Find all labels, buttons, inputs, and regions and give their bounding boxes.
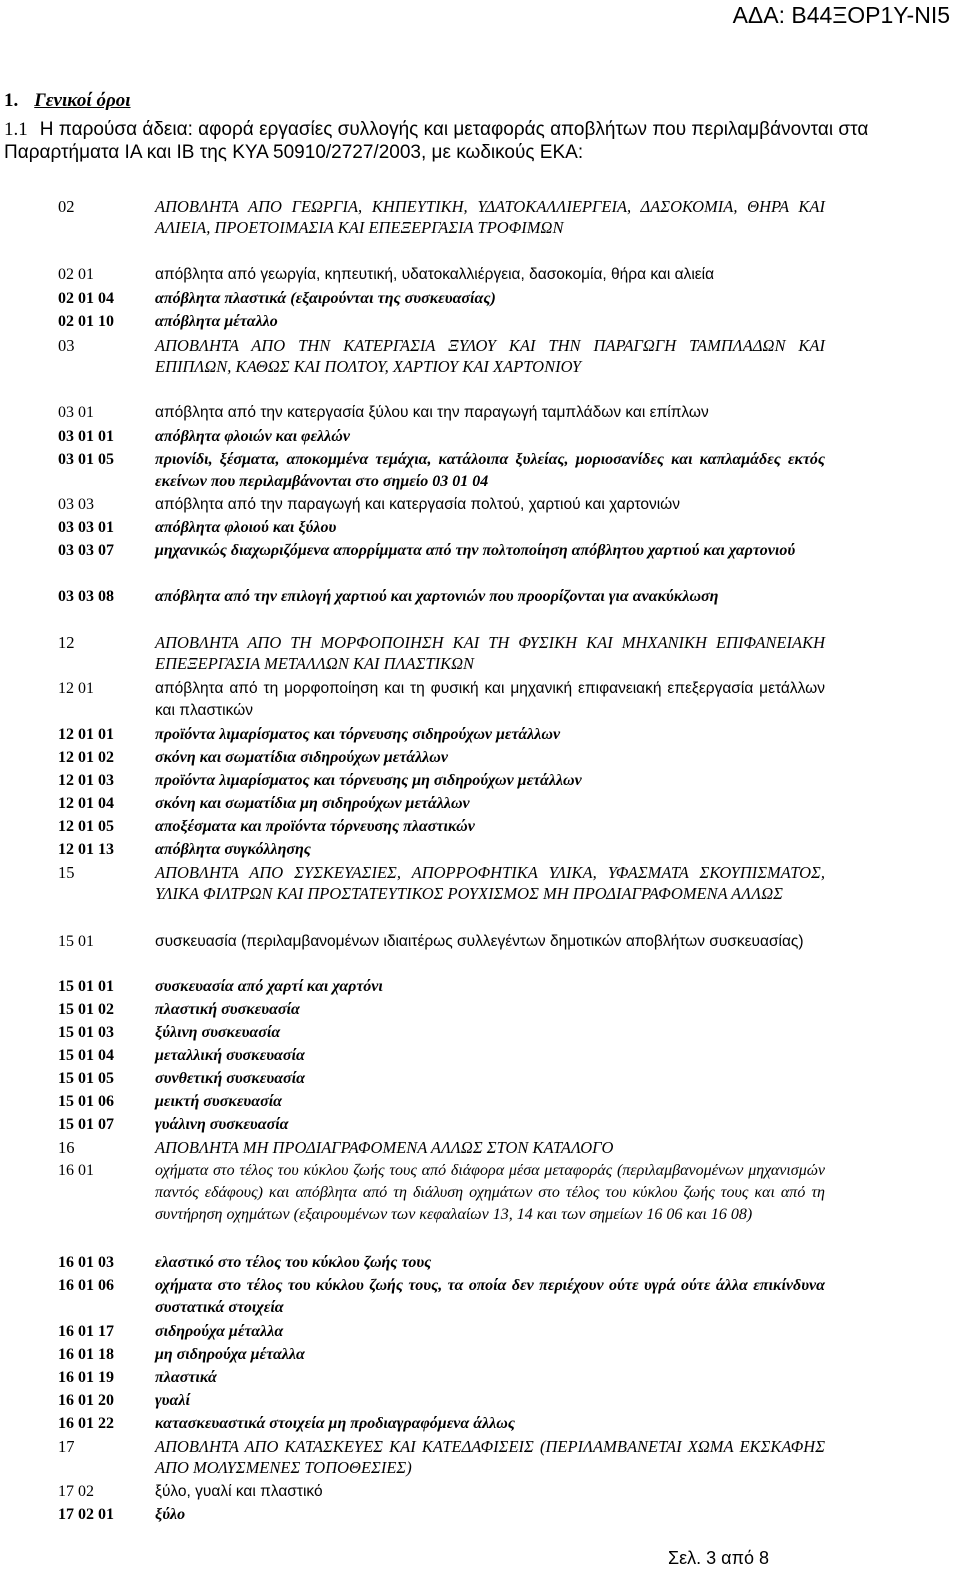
ewc-description: απόβλητα συγκόλλησης <box>155 841 311 858</box>
ewc-code: 16 <box>58 1138 75 1157</box>
ewc-description: προϊόντα λιμαρίσματος και τόρνευσης σιδηρούχων μετάλλων <box>155 726 561 743</box>
section-number: 1. <box>4 90 19 111</box>
ewc-description: μηχανικώς διαχωριζόμενα απορρίμματα από την πολτοποίηση απόβλητου χαρτιού και χαρτονιού <box>155 542 796 559</box>
ewc-description: πλαστικά <box>155 1369 217 1386</box>
ewc-code: 15 01 02 <box>58 1001 114 1018</box>
ewc-code: 03 <box>58 336 75 355</box>
page-number: Σελ. 3 από 8 <box>668 1548 770 1568</box>
ewc-description: απόβλητα φλοιού και ξύλου <box>155 519 337 536</box>
ewc-code: 12 01 03 <box>58 772 114 789</box>
ewc-description: ξύλο, γυαλί και πλαστικό <box>155 1483 323 1500</box>
ewc-description: κατασκευαστικά στοιχεία μη προδιαγραφόμενα άλλως <box>155 1415 515 1432</box>
ewc-code: 03 03 07 <box>58 542 114 559</box>
section-heading <box>4 90 131 112</box>
ewc-code: 15 01 <box>58 933 94 950</box>
ewc-code: 02 <box>58 197 75 216</box>
ewc-description: απόβλητα από την παραγωγή και κατεργασία πολτού, χαρτιού και χαρτονιών <box>155 496 681 513</box>
ewc-code: 15 01 04 <box>58 1047 114 1064</box>
ewc-code: 03 01 01 <box>58 428 114 445</box>
ewc-code: 15 01 03 <box>58 1024 114 1041</box>
ewc-description: συσκευασία (περιλαμβανομένων ιδιαιτέρως συλλεγέντων δημοτικών αποβλήτων συσκευασίας) <box>155 933 804 950</box>
ewc-description: ΑΠΟΒΛΗΤΑ ΑΠΟ ΚΑΤΑΣΚΕΥΕΣ ΚΑΙ ΚΑΤΕΔΑΦΙΣΕΙΣ (ΠΕΡΙΛΑΜΒΑΝΕΤΑΙ ΧΩΜΑ ΕΚΣΚΑΦΗΣ ΑΠΟ ΜΟΛΥΣΜΕΝΕΣ ΤΟΠΟΘΕΣΙΕΣ) <box>155 1437 825 1477</box>
ewc-description: ξύλινη συσκευασία <box>155 1024 281 1041</box>
ewc-code: 16 01 20 <box>58 1392 114 1409</box>
ewc-code: 03 01 <box>58 404 94 421</box>
ewc-code: 15 01 07 <box>58 1116 114 1133</box>
ewc-description: αποξέσματα και προϊόντα τόρνευσης πλαστικών <box>155 818 475 835</box>
ewc-code: 16 01 17 <box>58 1323 114 1340</box>
ada-identifier: ΑΔΑ: Β44ΞΟΡ1Υ-ΝΙ5 <box>732 2 950 28</box>
ewc-code: 16 01 18 <box>58 1346 114 1363</box>
ewc-description: συνθετική συσκευασία <box>155 1070 305 1087</box>
ewc-code: 02 01 <box>58 266 94 283</box>
ewc-code: 16 01 <box>58 1162 94 1179</box>
ewc-code: 12 <box>58 633 75 652</box>
ewc-code: 03 03 <box>58 496 94 513</box>
ewc-code: 12 01 05 <box>58 818 114 835</box>
paragraph-number: 1.1 <box>4 119 28 140</box>
ewc-code: 15 <box>58 863 75 882</box>
ewc-description: ΑΠΟΒΛΗΤΑ ΑΠΟ ΣΥΣΚΕΥΑΣΙΕΣ, ΑΠΟΡΡΟΦΗΤΙΚΑ ΥΛΙΚΑ, ΥΦΑΣΜΑΤΑ ΣΚΟΥΠΙΣΜΑΤΟΣ, ΥΛΙΚΑ ΦΙΛΤΡΩΝ ΚΑΙ ΠΡΟΣΤΑΤΕΥΤΙΚΟΣ ΡΟΥΧΙΣΜΟΣ ΜΗ ΠΡΟΔΙΑΓΡΑΦΟΜΕΝΑ ΑΛΛΩΣ <box>155 863 825 903</box>
ewc-description: οχήματα στο τέλος του κύκλου ζωής τους από διάφορα μέσα μεταφοράς (περιλαμβανομένων μηχανισμών παντός εδάφους) και απόβλητα από τη διάλυση οχημάτων στο τέλος του κύκλου ζωής τους και από τη συντήρηση οχημάτων (εξαιρουμένων των κεφαλαίων 13, 14 και των σημείων 16 06 και 16 08) <box>155 1162 825 1223</box>
ewc-code: 17 02 01 <box>58 1506 114 1523</box>
ewc-code: 16 01 22 <box>58 1415 114 1432</box>
ewc-code: 02 01 10 <box>58 313 114 330</box>
paragraph-text: Η παρούσα άδεια: αφορά εργασίες συλλογής και μεταφοράς αποβλήτων που περιλαμβάνονται στα Παραρτήματα ΙΑ και ΙΒ της ΚΥΑ 50910/2727/2003, με κωδικούς ΕΚΑ: <box>4 119 869 163</box>
ewc-code: 16 01 03 <box>58 1254 114 1271</box>
ewc-description: μεταλλική συσκευασία <box>155 1047 305 1064</box>
ewc-code: 03 03 01 <box>58 519 114 536</box>
ewc-code: 15 01 01 <box>58 978 114 995</box>
ewc-code: 15 01 06 <box>58 1093 114 1110</box>
section-title: Γενικοί όροι <box>34 90 131 111</box>
ewc-description: ξύλο <box>155 1506 186 1523</box>
ewc-description: πριονίδι, ξέσματα, αποκομμένα τεμάχια, κατάλοιπα ξυλείας, μοριοσανίδες και καπλαμάδες εκτός εκείνων που περιλαμβάνονται στο σημείο 03 01 04 <box>155 451 825 490</box>
ewc-description: μεικτή συσκευασία <box>155 1093 282 1110</box>
ewc-description: απόβλητα από τη μορφοποίηση και τη φυσική και μηχανική επιφανειακή επεξεργασία μετάλλων και πλαστικών <box>155 680 825 719</box>
ewc-code: 16 01 19 <box>58 1369 114 1386</box>
ewc-description: ελαστικό στο τέλος του κύκλου ζωής τους <box>155 1254 432 1271</box>
ewc-description: προϊόντα λιμαρίσματος και τόρνευσης μη σιδηρούχων μετάλλων <box>155 772 582 789</box>
ewc-code: 15 01 05 <box>58 1070 114 1087</box>
ewc-description: ΑΠΟΒΛΗΤΑ ΜΗ ΠΡΟΔΙΑΓΡΑΦΟΜΕΝΑ ΑΛΛΩΣ ΣΤΟΝ ΚΑΤΑΛΟΓΟ <box>155 1138 614 1157</box>
ewc-code: 17 <box>58 1437 75 1456</box>
ewc-description: απόβλητα φλοιών και φελλών <box>155 428 350 445</box>
ewc-description: απόβλητα πλαστικά (εξαιρούνται της συσκευασίας) <box>155 290 496 307</box>
ewc-code: 12 01 13 <box>58 841 114 858</box>
ewc-description: οχήματα στο τέλος του κύκλου ζωής τους, τα οποία δεν περιέχουν ούτε υγρά ούτε άλλα επικίνδυνα συστατικά στοιχεία <box>155 1277 825 1316</box>
ewc-description: απόβλητα από την κατεργασία ξύλου και την παραγωγή ταμπλάδων και επίπλων <box>155 404 709 421</box>
ewc-description: γυαλί <box>155 1392 190 1409</box>
ewc-description: σιδηρούχα μέταλλα <box>155 1323 284 1340</box>
intro-paragraph <box>4 118 934 164</box>
ewc-description: ΑΠΟΒΛΗΤΑ ΑΠΟ ΤΗ ΜΟΡΦΟΠΟΙΗΣΗ ΚΑΙ ΤΗ ΦΥΣΙΚΗ ΚΑΙ ΜΗΧΑΝΙΚΗ ΕΠΙΦΑΝΕΙΑΚΗ ΕΠΕΞΕΡΓΑΣΙΑ ΜΕΤΑΛΛΩΝ ΚΑΙ ΠΛΑΣΤΙΚΩΝ <box>155 633 825 673</box>
ewc-description: σκόνη και σωματίδια μη σιδηρούχων μετάλλων <box>155 795 470 812</box>
ewc-code: 03 01 05 <box>58 451 114 468</box>
ewc-description: γυάλινη συσκευασία <box>155 1116 289 1133</box>
ewc-description: απόβλητα από γεωργία, κηπευτική, υδατοκαλλιέργεια, δασοκομία, θήρα και αλιεία <box>155 266 715 283</box>
ewc-code: 17 02 <box>58 1483 94 1500</box>
ewc-code: 02 01 04 <box>58 290 114 307</box>
ewc-code: 16 01 06 <box>58 1277 114 1294</box>
ewc-code: 12 01 04 <box>58 795 114 812</box>
ewc-code: 12 01 <box>58 680 94 697</box>
ewc-description: ΑΠΟΒΛΗΤΑ ΑΠΟ ΤΗΝ ΚΑΤΕΡΓΑΣΙΑ ΞΥΛΟΥ ΚΑΙ ΤΗΝ ΠΑΡΑΓΩΓΗ ΤΑΜΠΛΑΔΩΝ ΚΑΙ ΕΠΙΠΛΩΝ, ΚΑΘΩΣ ΚΑΙ ΠΟΛΤΟΥ, ΧΑΡΤΙΟΥ ΚΑΙ ΧΑΡΤΟΝΙΟΥ <box>155 336 825 376</box>
ewc-description: σκόνη και σωματίδια σιδηρούχων μετάλλων <box>155 749 448 766</box>
ewc-description: πλαστική συσκευασία <box>155 1001 300 1018</box>
ewc-description: ΑΠΟΒΛΗΤΑ ΑΠΟ ΓΕΩΡΓΙΑ, ΚΗΠΕΥΤΙΚΗ, ΥΔΑΤΟΚΑΛΛΙΕΡΓΕΙΑ, ΔΑΣΟΚΟΜΙΑ, ΘΗΡΑ ΚΑΙ ΑΛΙΕΙΑ, ΠΡΟΕΤΟΙΜΑΣΙΑ ΚΑΙ ΕΠΕΞΕΡΓΑΣΙΑ ΤΡΟΦΙΜΩΝ <box>155 197 825 237</box>
ewc-description: μη σιδηρούχα μέταλλα <box>155 1346 305 1363</box>
ewc-code: 03 03 08 <box>58 588 114 605</box>
ewc-description: απόβλητα μέταλλο <box>155 313 278 330</box>
ewc-code: 12 01 02 <box>58 749 114 766</box>
ewc-description: απόβλητα από την επιλογή χαρτιού και χαρτονιών που προορίζονται για ανακύκλωση <box>155 588 719 605</box>
ewc-description: συσκευασία από χαρτί και χαρτόνι <box>155 978 383 995</box>
ewc-code: 12 01 01 <box>58 726 114 743</box>
